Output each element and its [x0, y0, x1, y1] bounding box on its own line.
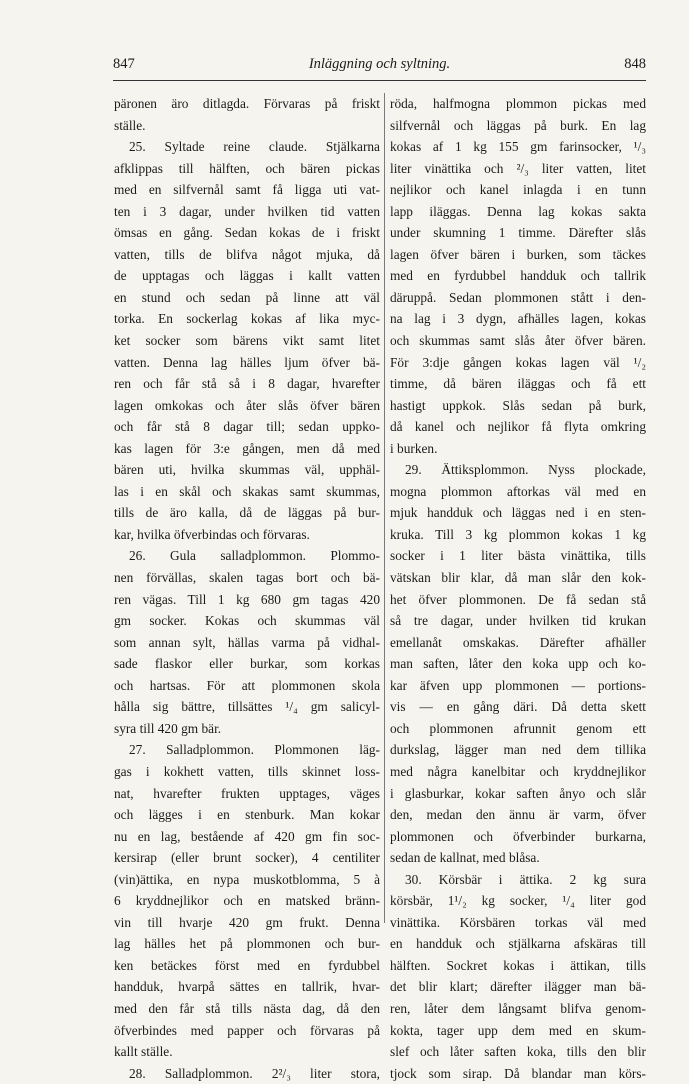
- text-line: ren, låter dem långsamt blifva genom-: [390, 1000, 646, 1016]
- text-line: vatten, tills de blifva något mjuka, då: [114, 246, 380, 262]
- text-line: kallt ställe.: [114, 1044, 173, 1060]
- text-line: med några kanelbitar och kryddnejlikor: [390, 763, 646, 779]
- text-line: tjock som sirap. Då blandar man körs-: [390, 1065, 646, 1081]
- text-line: kersirap (eller brunt socker), 4 centiliter: [114, 850, 380, 866]
- text-line: 26. Gula salladplommon. Plommo-: [129, 548, 380, 564]
- text-line: och skummas samt slås åter öfver bären.: [390, 333, 646, 349]
- text-line: nen förvällas, skalen tagas bort och bä-: [114, 570, 380, 586]
- text-line: hälften. Sockret kokas i ättikan, tills: [390, 957, 646, 973]
- text-line: en handduk och stjälkarna afskäras till: [390, 936, 646, 952]
- text-line: het öfver plommonen. De få sedan stå: [390, 591, 646, 607]
- text-line: lagen omkokas och åter slås öfver bären: [114, 397, 380, 413]
- left-text-column: [114, 93, 380, 1084]
- text-line: bären uti, hvilka skummas väl, upphäl-: [114, 462, 380, 478]
- text-line: körsbär, 1¹/₂ kg socker, ¹/₄ liter god: [390, 893, 646, 909]
- text-line: handduk, hvarpå sättes en tallrik, hvar-: [114, 979, 380, 995]
- text-line: då kanel och nejlikor få flyta omkring: [390, 419, 646, 435]
- text-line: med en fyrdubbel handduk och tallrik: [390, 268, 646, 284]
- text-line: durkslag, lägger man ned dem tillika: [390, 742, 646, 758]
- text-line: 29. Ättiksplommon. Nyss plockade,: [405, 462, 646, 478]
- header-rule: [113, 80, 646, 81]
- text-line: och lägges i en stenburk. Man kokar: [114, 807, 380, 823]
- text-line: tills de äro kalla, då de läggas på bur-: [114, 505, 380, 521]
- text-line: med en silfvernål samt få ligga uti vat-: [114, 182, 380, 198]
- right-text-column: [390, 93, 646, 1084]
- right-page-number: 848: [624, 56, 646, 72]
- text-line: timme, då bären iläggas och få ett: [390, 376, 646, 392]
- text-line: de upptagas och läggas i kallt vatten: [114, 268, 380, 284]
- text-line: man saften, låter den koka upp och ko-: [390, 656, 646, 672]
- text-line: sade flaskor eller burkar, som korkas: [114, 656, 380, 672]
- text-line: däruppå. Sedan plommonen stått i den-: [390, 289, 646, 305]
- text-line: kar äfven upp plommonen — portions-: [390, 677, 646, 693]
- text-line: ten i 3 dagar, under hvilken tid vatten: [114, 203, 380, 219]
- text-line: torka. En sockerlag kokas af lika myc-: [114, 311, 380, 327]
- text-line: vis — en gång däri. Då detta skett: [390, 699, 646, 715]
- text-line: afklippas till hälften, och bären pickas: [114, 160, 380, 176]
- text-line: 30. Körsbär i ättika. 2 kg sura: [405, 871, 646, 887]
- text-line: och plommonen afrunnit genom ett: [390, 720, 646, 736]
- text-line: sedan de kallnat, med blåsa.: [390, 850, 540, 866]
- text-line: och hartsas. För att plommonen skola: [114, 677, 380, 693]
- text-line: hålla sig bättre, tillsättes ¹/₄ gm salicyl-: [114, 699, 380, 715]
- text-line: na lag i 3 dygn, afhälles lagen, kokas: [390, 311, 646, 327]
- text-line: silfvernål och läggas på burk. En lag: [390, 117, 646, 133]
- text-line: den, medan den ännu är varm, öfver: [390, 807, 646, 823]
- text-line: lag hälles het på plommonen och bur-: [114, 936, 380, 952]
- text-line: socker i 1 liter bästa vinättika, tills: [390, 548, 646, 564]
- text-line: vatten. Denna lag hälles ljum öfver bä-: [114, 354, 380, 370]
- text-line: (vin)ättika, en nypa muskotblomma, 5 à: [114, 871, 380, 887]
- text-line: i glasburkar, kokar saften ånyo och slår: [390, 785, 646, 801]
- text-line: 6 kryddnejlikor och en matsked bränn-: [114, 893, 380, 909]
- text-line: vätskan blir klar, då man slår den kok-: [390, 570, 646, 586]
- text-line: i burken.: [390, 440, 438, 456]
- text-line: 28. Salladplommon. 2²/₃ liter stora,: [129, 1065, 380, 1081]
- text-line: en stund och sedan på linne att väl: [114, 289, 380, 305]
- text-line: röda, halfmogna plommon pickas med: [390, 96, 646, 111]
- text-line: så tre dagar, under hvilken tid krukan: [390, 613, 646, 629]
- text-line: mjuk handduk och läggas ned i en sten-: [390, 505, 646, 521]
- text-line: lapp iläggas. Denna lag kokas sakta: [390, 203, 646, 219]
- text-line: lagen öfver bären i burken, som täckes: [390, 246, 646, 262]
- text-line: ömsas en gång. Sedan kokas de i friskt: [114, 225, 380, 241]
- text-line: nu en lag, bestående af 420 gm fin soc-: [114, 828, 380, 844]
- text-line: liter vinättika och ²/₃ liter vatten, litet: [390, 160, 646, 176]
- text-line: nejlikor och kanel inlagda i en tunn: [390, 182, 646, 198]
- text-line: syra till 420 gm bär.: [114, 720, 222, 736]
- column-divider: [384, 93, 385, 923]
- text-line: 25. Syltade reine claude. Stjälkarna: [129, 139, 380, 155]
- text-line: plommonen och öfverbinder burkarna,: [390, 828, 646, 844]
- text-line: med den får stå tills nästa dag, då den: [114, 1000, 380, 1016]
- text-line: nat, hvarefter frukten upptages, väges: [114, 785, 380, 801]
- text-line: öfverbindes med papper och förvaras på: [114, 1022, 380, 1038]
- text-line: kar, hvilka öfverbindas och förvaras.: [114, 526, 310, 542]
- text-line: vinättika. Körsbären torkas väl med: [390, 914, 646, 930]
- running-title: Inläggning och syltning.: [308, 56, 451, 72]
- text-line: kruka. Till 3 kg plommon kokas 1 kg: [390, 526, 646, 542]
- text-line: mogna plommon aftorkas väl med en: [390, 483, 646, 499]
- text-line: ken betäckes först med en fyrdubbel: [114, 957, 380, 973]
- text-line: kokas af 1 kg 155 gm farinsocker, ¹/₃: [390, 139, 646, 155]
- text-line: ren vägas. Till 1 kg 680 gm tagas 420: [114, 591, 380, 607]
- text-line: För 3:dje gången kokas lagen väl ¹/₂: [390, 354, 646, 370]
- text-line: slef och låter saften koka, tills den blir: [390, 1044, 646, 1060]
- text-line: päronen äro ditlagda. Förvaras på friskt: [114, 96, 380, 111]
- text-line: kokta, tager upp dem med en skum-: [390, 1022, 646, 1038]
- text-line: som annan sylt, hällas varma på vidhal-: [114, 634, 380, 650]
- text-line: ställe.: [114, 117, 146, 133]
- running-header: [113, 56, 646, 80]
- left-page-number: 847: [113, 56, 135, 72]
- text-line: ren och får stå så i 8 dagar, hvarefter: [114, 376, 380, 392]
- text-line: det blir klart; därefter ilägger man bä-: [390, 979, 646, 995]
- text-line: kas lagen för 3:e gången, men då med: [114, 440, 380, 456]
- text-line: ket socker som bärens vikt samt litet: [114, 333, 380, 349]
- text-line: las i en skål och skakas samt skummas,: [114, 483, 380, 499]
- text-line: vin till hvarje 420 gm frukt. Denna: [114, 914, 380, 930]
- text-line: och får stå 8 dagar till; sedan uppko-: [114, 419, 380, 435]
- text-line: gm socker. Kokas och skummas väl: [114, 613, 380, 629]
- text-line: hastigt uppkok. Slås sedan på burk,: [390, 397, 646, 413]
- text-line: gas i kokhett vatten, tills skinnet loss-: [114, 763, 380, 779]
- text-line: 27. Salladplommon. Plommonen läg-: [129, 742, 380, 758]
- text-line: under skumning 1 timme. Därefter slås: [390, 225, 646, 241]
- text-line: emellanåt omskakas. Därefter afhäller: [390, 634, 646, 650]
